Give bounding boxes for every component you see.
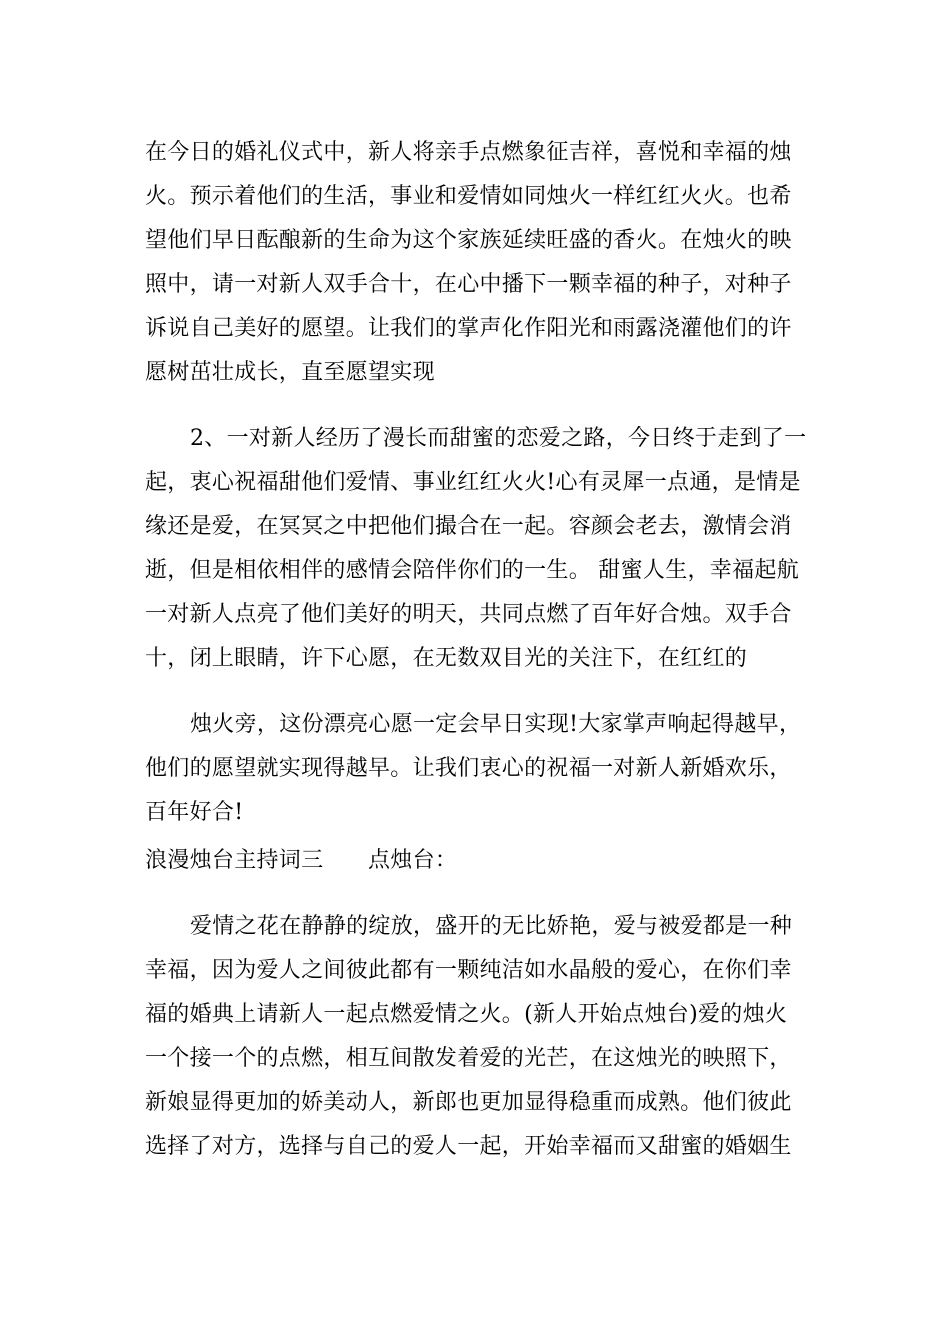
text-line: 十，闭上眼睛，许下心愿，在无数双目光的关注下，在红红的 [145,646,748,671]
text-line: 选择了对方，选择与自己的爱人一起，开始幸福而又甜蜜的婚姻生 [145,1134,792,1159]
text-line: 新娘显得更加的娇美动人，新郎也更加显得稳重而成熟。他们彼此 [145,1090,792,1115]
text-line: 他们的愿望就实现得越早。让我们衷心的祝福一对新人新婚欢乐， [145,756,792,781]
text-line: 烛火旁，这份漂亮心愿一定会早日实现!大家掌声响起得越早， [190,712,802,737]
text-line: 诉说自己美好的愿望。让我们的掌声化作阳光和雨露浇灌他们的许 [145,316,792,341]
text-line: 幸福，因为爱人之间彼此都有一颗纯洁如水晶般的爱心，在你们幸 [145,958,792,983]
text-line: 一个接一个的点燃，相互间散发着爱的光芒，在这烛光的映照下， [145,1046,792,1071]
text-line: 逝，但是相依相伴的感情会陪伴你们的一生。 甜蜜人生，幸福起航 [145,558,799,583]
text-line: 2、一对新人经历了漫长而甜蜜的恋爱之路，今日终于走到了一 [190,426,807,451]
text-line: 一对新人点亮了他们美好的明天，共同点燃了百年好合烛。双手合 [145,602,792,627]
text-line: 在今日的婚礼仪式中，新人将亲手点燃象征吉祥，喜悦和幸福的烛 [145,140,792,165]
text-line: 福的婚典上请新人一起点燃爱情之火。(新人开始点烛台)爱的烛火 [145,1002,788,1027]
text-line: 缘还是爱，在冥冥之中把他们撮合在一起。容颜会老去，激情会消 [145,514,792,539]
section-heading: 浪漫烛台主持词三 点烛台： [145,848,458,873]
text-line: 火。预示着他们的生活，事业和爱情如同烛火一样红红火火。也希 [145,184,792,209]
text-line: 照中，请一对新人双手合十，在心中播下一颗幸福的种子，对种子 [145,272,792,297]
text-line: 起，衷心祝福甜他们爱情、事业红红火火!心有灵犀一点通，是情是 [145,470,801,495]
text-line: 愿树茁壮成长，直至愿望实现 [145,360,435,385]
text-line: 望他们早日酝酿新的生命为这个家族延续旺盛的香火。在烛火的映 [145,228,792,253]
text-line: 百年好合! [145,800,244,825]
text-line: 爱情之花在静静的绽放，盛开的无比娇艳，爱与被爱都是一种 [190,914,793,939]
